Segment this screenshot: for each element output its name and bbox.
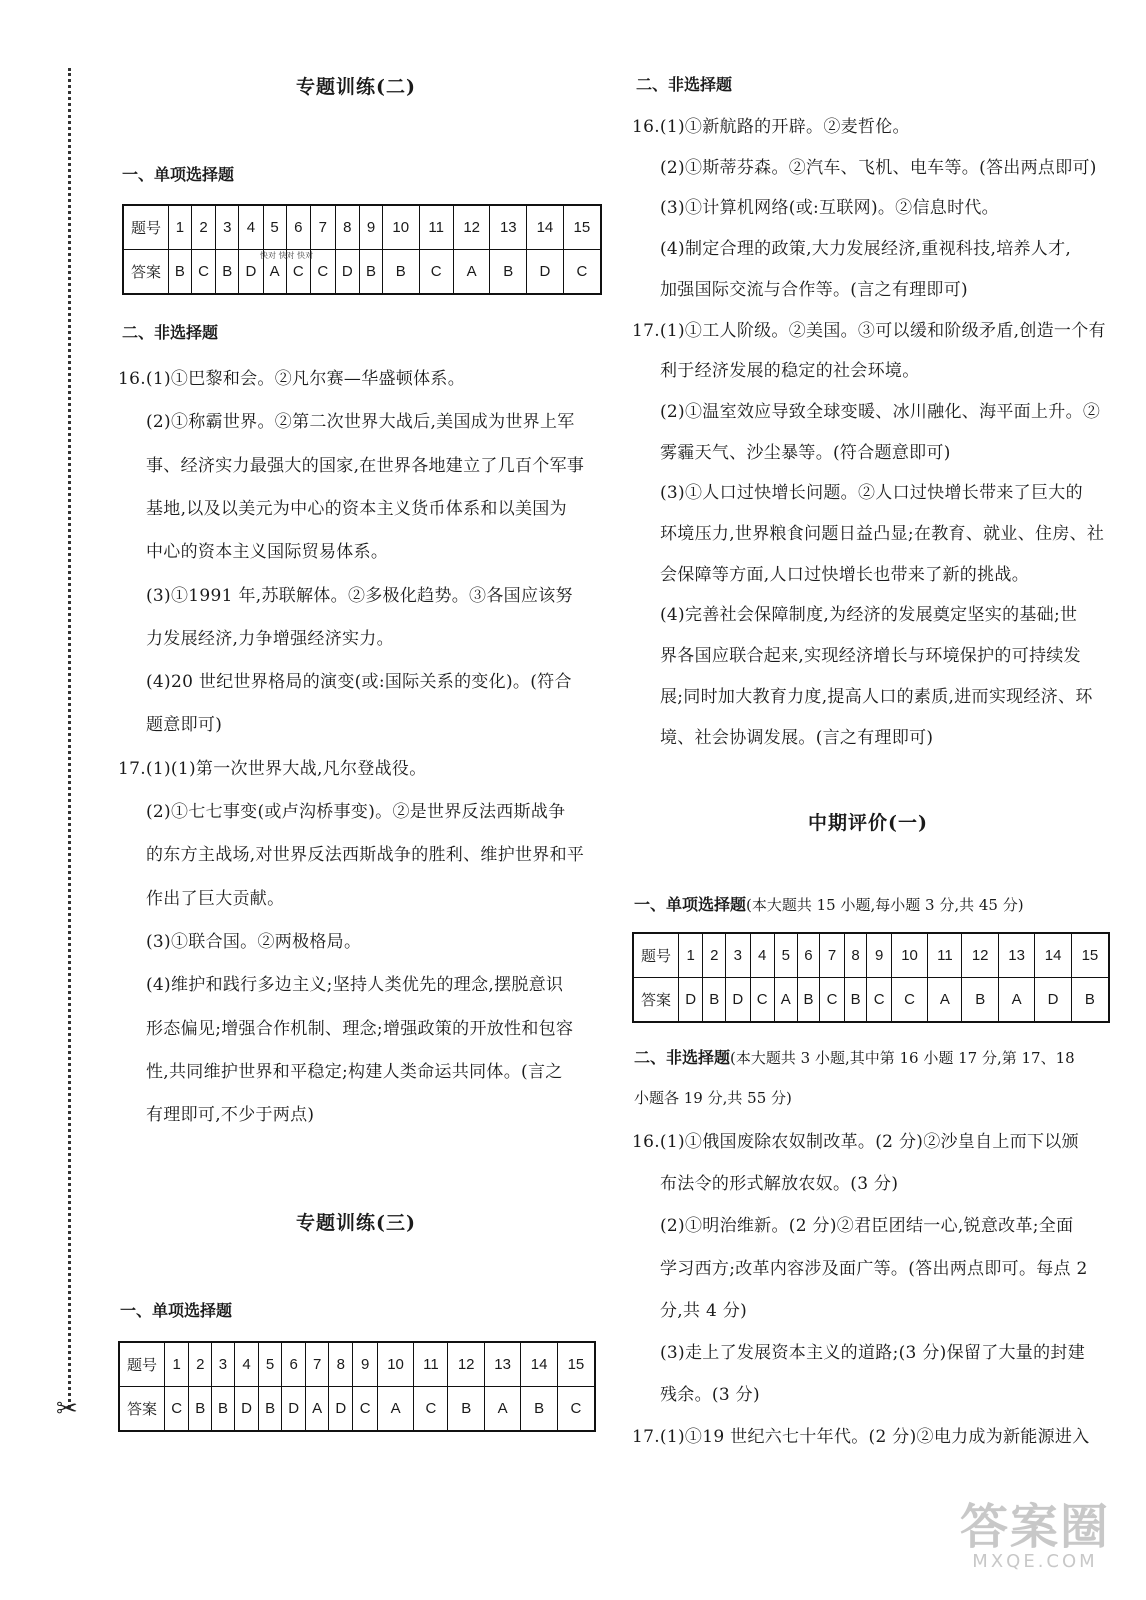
answer-line: 基地,以及以美元为中心的资本主义货币体系和以美国为	[146, 498, 567, 519]
question-number-cell: 15	[1071, 933, 1109, 978]
answer-line: 学习西方;改革内容涉及面广等。(答出两点即可。每点 2	[660, 1258, 1088, 1279]
answer-cell: B	[703, 978, 726, 1023]
answer-cell: B	[259, 1387, 282, 1432]
question-number-cell: 4	[234, 1342, 258, 1387]
answer-cell: B	[1071, 978, 1109, 1023]
watermark	[959, 1499, 1110, 1572]
row-label: 题号	[119, 1342, 165, 1387]
answer-line: (2)①七七事变(或卢沟桥事变)。②是世界反法西斯战争	[146, 802, 566, 822]
answer-cell: C	[867, 978, 891, 1023]
answer-line: 16.(1)①新航路的开辟。②麦哲伦。	[632, 117, 910, 137]
question-number-cell: 1	[169, 205, 192, 250]
answer-cell: C	[165, 1387, 189, 1432]
handwritten-scribble: 快对 快对 快对	[260, 251, 314, 260]
answer-line: 分,共 4 分)	[660, 1300, 748, 1321]
answer-cell: D	[281, 1387, 305, 1432]
answer-cell: D	[1035, 978, 1071, 1023]
non-mc-heading: 二、非选择题	[636, 75, 733, 94]
answer-line: 的东方主战场,对世界反法西斯战争的胜利、维护世界和平	[146, 845, 585, 866]
question-number-cell: 7	[311, 205, 336, 250]
answer-line: 境、社会协调发展。(言之有理即可)	[660, 727, 934, 748]
question-number-cell: 11	[928, 933, 962, 978]
answer-line: 残余。(3 分)	[660, 1385, 760, 1406]
answer-cell: D	[329, 1387, 353, 1432]
question-number-cell: 3	[216, 205, 239, 250]
question-number-cell: 1	[679, 933, 703, 978]
answer-line: (2)①温室效应导致全球变暖、冰川融化、海平面上升。②	[660, 401, 1101, 422]
answer-cell: A	[484, 1387, 520, 1432]
question-number-cell: 6	[281, 1342, 305, 1387]
answer-line: 题意即可)	[146, 715, 223, 736]
answer-line: 布法令的形式解放农奴。(3 分)	[660, 1174, 899, 1195]
answer-line: 会保障等方面,人口过快增长也带来了新的挑战。	[660, 564, 1030, 585]
watermark-url: MXQE.COM	[972, 1551, 1098, 1572]
question-number-cell: 1	[165, 1342, 189, 1387]
answer-cell: B	[212, 1387, 235, 1432]
answer-cell: D	[239, 250, 264, 295]
question-number-cell: 12	[962, 933, 998, 978]
answer-cell: A	[453, 250, 490, 295]
answer-line: (2)①斯蒂芬森。②汽车、飞机、电车等。(答出两点即可)	[660, 157, 1097, 178]
question-number-cell: 9	[867, 933, 891, 978]
watermark-logo: 答案圈	[959, 1499, 1110, 1555]
answer-cell: D	[234, 1387, 258, 1432]
answer-line: 作出了巨大贡献。	[146, 888, 285, 909]
question-number-cell: 13	[998, 933, 1034, 978]
answer-line: (3)①1991 年,苏联解体。②多极化趋势。③各国应该努	[146, 585, 573, 606]
answer-table-sec2	[122, 204, 602, 295]
answer-cell: C	[191, 250, 216, 295]
answer-line: (2)①称霸世界。②第二次世界大战后,美国成为世界上军	[146, 412, 575, 433]
question-number-cell: 12	[448, 1342, 484, 1387]
question-number-cell: 9	[360, 205, 383, 250]
non-mc-heading-label: 二、非选择题	[634, 1048, 731, 1067]
answer-cell: D	[679, 978, 703, 1023]
answer-line: 展;同时加大教育力度,提高人口的素质,进而实现经济、环	[660, 686, 1093, 707]
answer-cell: C	[353, 1387, 377, 1432]
answer-cell: C	[750, 978, 774, 1023]
answer-cell: C	[311, 250, 336, 295]
mc-heading-note: (本大题共 15 小题,每小题 3 分,共 45 分)	[746, 896, 1024, 914]
answer-cell: A	[774, 978, 797, 1023]
answer-line: 加强国际交流与合作等。(言之有理即可)	[660, 279, 968, 300]
question-number-cell: 15	[557, 1342, 595, 1387]
answer-line: 16.(1)①巴黎和会。②凡尔赛—华盛顿体系。	[118, 369, 466, 389]
answer-cell: A	[998, 978, 1034, 1023]
answer-cell: B	[216, 250, 239, 295]
answer-line: (3)①计算机网络(或:互联网)。②信息时代。	[660, 198, 999, 219]
answer-line: 力发展经济,力争增强经济实力。	[146, 628, 394, 649]
question-number-cell: 3	[212, 1342, 235, 1387]
answer-line: 17.(1)①19 世纪六七十年代。(2 分)②电力成为新能源进入	[632, 1427, 1090, 1448]
answer-line: 雾霾天气、沙尘暴等。(符合题意即可)	[660, 442, 951, 463]
question-number-cell: 5	[259, 1342, 282, 1387]
answer-line: 利于经济发展的稳定的社会环境。	[660, 361, 920, 382]
answer-cell: B	[797, 978, 820, 1023]
non-mc-heading-note: (本大题共 3 小题,其中第 16 小题 17 分,第 17、18	[730, 1049, 1075, 1067]
mc-heading	[634, 892, 1024, 915]
answer-line: 事、经济实力最强大的国家,在世界各地建立了几百个军事	[146, 455, 585, 476]
question-number-cell: 14	[527, 205, 564, 250]
row-label: 题号	[633, 933, 679, 978]
answer-cell: B	[521, 1387, 557, 1432]
question-number-cell: 10	[891, 933, 927, 978]
question-number-cell: 2	[191, 205, 216, 250]
question-number-cell: 11	[414, 1342, 448, 1387]
question-number-cell: 4	[239, 205, 264, 250]
non-mc-heading	[634, 1045, 1075, 1068]
answer-line: (4)20 世纪世界格局的演变(或:国际关系的变化)。(符合	[146, 672, 572, 693]
answer-line: 界各国应联合起来,实现经济增长与环境保护的可持续发	[660, 646, 1081, 667]
non-mc-heading: 二、非选择题	[122, 323, 219, 342]
question-number-cell: 8	[335, 205, 360, 250]
answer-line: 16.(1)①俄国废除农奴制改革。(2 分)②沙皇自上而下以颁	[632, 1132, 1079, 1152]
question-number-cell: 13	[490, 205, 527, 250]
answer-cell: B	[360, 250, 383, 295]
answer-cell: B	[382, 250, 419, 295]
question-number-cell: 7	[820, 933, 844, 978]
row-label: 答案	[633, 978, 679, 1023]
mc-heading: 一、单项选择题	[122, 165, 235, 184]
answer-line: (3)①联合国。②两极格局。	[146, 931, 362, 952]
answer-cell: D	[527, 250, 564, 295]
answer-line: 中心的资本主义国际贸易体系。	[146, 542, 389, 563]
scissors-icon: ✂	[56, 1394, 78, 1424]
question-number-cell: 9	[353, 1342, 377, 1387]
non-mc-heading-cont	[634, 1087, 792, 1108]
answer-cell: B	[189, 1387, 212, 1432]
question-number-cell: 8	[329, 1342, 353, 1387]
answer-cell: A	[928, 978, 962, 1023]
question-number-cell: 6	[797, 933, 820, 978]
answer-cell: B	[169, 250, 192, 295]
question-number-cell: 4	[750, 933, 774, 978]
mc-heading-label: 一、单项选择题	[634, 895, 747, 914]
answer-line: 17.(1)①工人阶级。②美国。③可以缓和阶级矛盾,创造一个有	[632, 320, 1106, 341]
row-label: 答案	[119, 1387, 165, 1432]
answer-table-mid	[632, 932, 1110, 1023]
question-number-cell: 15	[563, 205, 601, 250]
question-number-cell: 11	[419, 205, 453, 250]
answer-cell: C	[286, 250, 311, 295]
question-number-cell: 5	[263, 205, 286, 250]
answer-line: 17.(1)(1)第一次世界大战,凡尔登战役。	[118, 758, 427, 779]
answer-cell: D	[335, 250, 360, 295]
answer-cell: C	[419, 250, 453, 295]
section-title-3: 专题训练(三)	[296, 1212, 416, 1234]
question-number-cell: 12	[453, 205, 490, 250]
answer-line: (3)走上了发展资本主义的道路;(3 分)保留了大量的封建	[660, 1343, 1085, 1363]
answer-cell: C	[891, 978, 927, 1023]
answer-cell: B	[448, 1387, 484, 1432]
question-number-cell: 14	[1035, 933, 1071, 978]
answer-cell: C	[563, 250, 601, 295]
answer-cell: A	[377, 1387, 413, 1432]
row-label: 答案	[123, 250, 169, 295]
question-number-cell: 14	[521, 1342, 557, 1387]
question-number-cell: 10	[377, 1342, 413, 1387]
answer-line: 有理即可,不少于两点)	[146, 1105, 315, 1126]
non-mc-heading-note-2: 小题各 19 分,共 55 分)	[634, 1089, 792, 1107]
answer-line: 性,共同维护世界和平稳定;构建人类命运共同体。(言之	[146, 1061, 563, 1082]
answer-cell: C	[414, 1387, 448, 1432]
question-number-cell: 2	[189, 1342, 212, 1387]
answer-line: (2)①明治维新。(2 分)②君臣团结一心,锐意改革;全面	[660, 1216, 1074, 1237]
answer-line: (4)完善社会保障制度,为经济的发展奠定坚实的基础;世	[660, 605, 1078, 626]
question-number-cell: 10	[382, 205, 419, 250]
question-number-cell: 6	[286, 205, 311, 250]
answer-line: (4)制定合理的政策,大力发展经济,重视科技,培养人才,	[660, 239, 1072, 260]
question-number-cell: 2	[703, 933, 726, 978]
answer-cell: C	[820, 978, 844, 1023]
answer-line: 形态偏见;增强合作机制、理念;增强政策的开放性和包容	[146, 1018, 574, 1039]
answer-cell: B	[962, 978, 998, 1023]
question-number-cell: 8	[844, 933, 867, 978]
answer-cell: B	[844, 978, 867, 1023]
answer-cell: A	[306, 1387, 329, 1432]
answer-line: 环境压力,世界粮食问题日益凸显;在教育、就业、住房、社	[660, 524, 1105, 544]
answer-cell: D	[726, 978, 750, 1023]
question-number-cell: 13	[484, 1342, 520, 1387]
question-number-cell: 5	[774, 933, 797, 978]
row-label: 题号	[123, 205, 169, 250]
answer-cell: C	[557, 1387, 595, 1432]
answer-cell: A	[263, 250, 286, 295]
question-number-cell: 7	[306, 1342, 329, 1387]
question-number-cell: 3	[726, 933, 750, 978]
answer-line: (3)①人口过快增长问题。②人口过快增长带来了巨大的	[660, 483, 1083, 504]
answer-line: (4)维护和践行多边主义;坚持人类优先的理念,摆脱意识	[146, 975, 564, 996]
mc-heading: 一、单项选择题	[120, 1301, 233, 1320]
section-title-2: 专题训练(二)	[296, 76, 416, 98]
answer-table-sec3	[118, 1341, 596, 1432]
answer-cell: B	[490, 250, 527, 295]
section-title-mid: 中期评价(一)	[808, 812, 928, 834]
cut-line	[68, 68, 71, 1408]
